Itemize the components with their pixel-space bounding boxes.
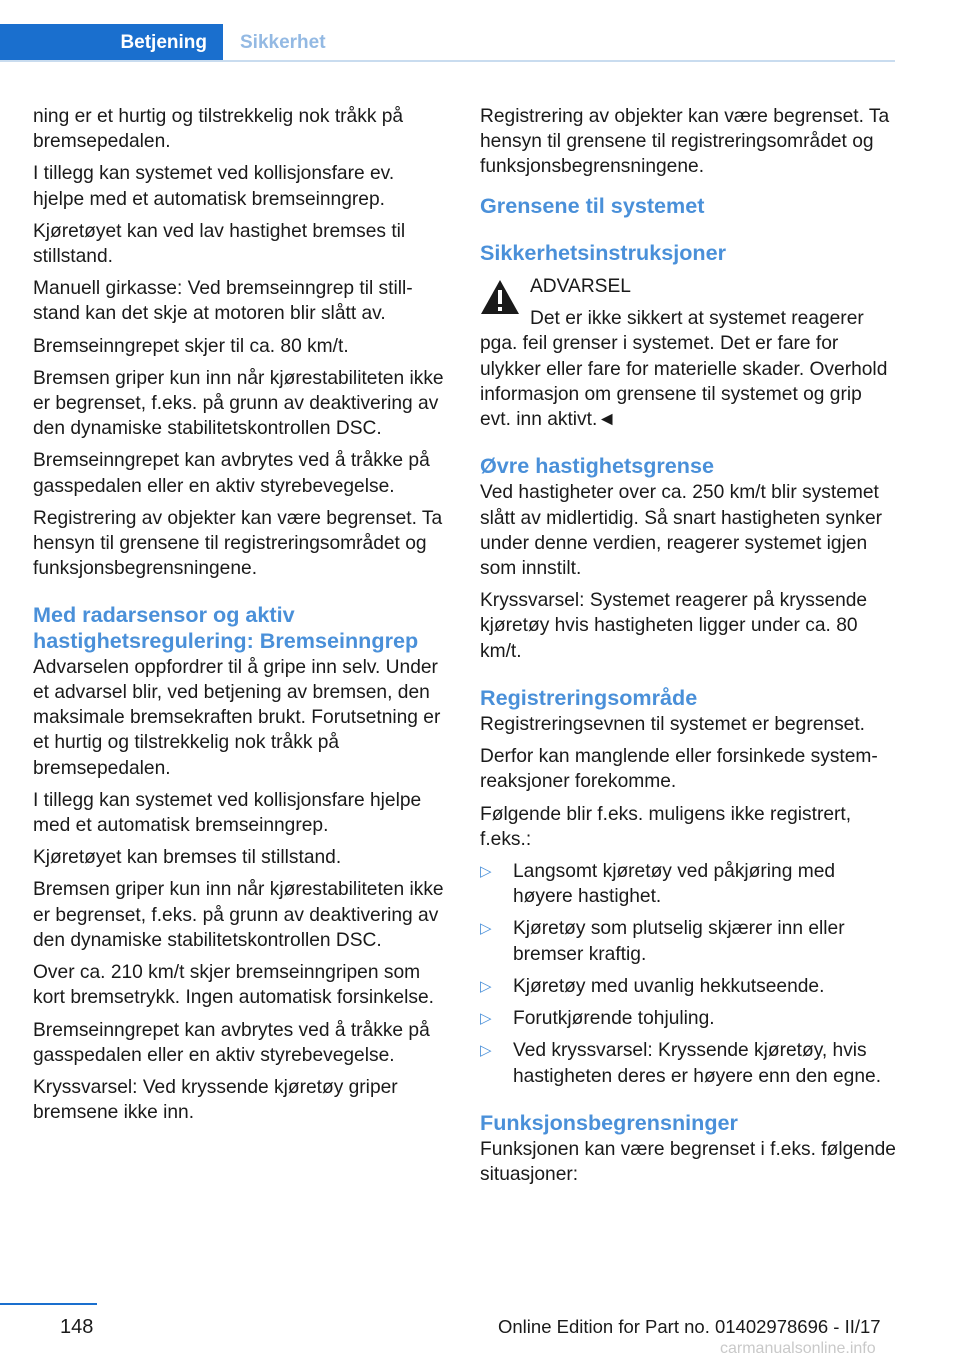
paragraph: Kjøretøyet kan ved lav hastighet bremses til stillstand. bbox=[33, 220, 406, 268]
tab-underline bbox=[0, 60, 895, 62]
paragraph: Registrering av objekter kan være begrenset. Ta hensyn til grensene til registreringsområdet og funksjonsbegrensningene. bbox=[480, 106, 890, 178]
section-heading: Øvre hastighetsgrense bbox=[480, 453, 715, 479]
list-item: ▷ Kjøretøy med uvanlig hekkutseende. bbox=[480, 974, 896, 999]
left-column bbox=[33, 104, 446, 1132]
subsection-heading: Sikkerhetsinstruksjoner bbox=[480, 239, 727, 265]
paragraph: I tillegg kan systemet ved kollisjonsfare hjelpe med et automatisk bremseinngrep. bbox=[33, 789, 422, 837]
paragraph: Kryssvarsel: Systemet reagerer på kryssende kjøretøy hvis hastigheten ligger under ca. 80 km/t. bbox=[480, 590, 868, 662]
triangle-right-icon: ▷ bbox=[480, 977, 492, 995]
warning-text-line: Det er ikke sikkert at systemet reagerer bbox=[530, 308, 864, 330]
paragraph: Ved hastigheter over ca. 250 km/t blir systemet slått av midlertidig. Så snart hastigheten synker under denne verdien, reagerer systemet igjen som innstilt. bbox=[480, 482, 883, 580]
triangle-right-icon: ▷ bbox=[480, 1042, 492, 1060]
paragraph: Bremsen griper kun inn når kjørestabiliteten ikke er begrenset, f.eks. på grunn av deaktivering av den dynamiske stabilitetskontrollen DSC. bbox=[33, 879, 444, 951]
warning-title: ADVARSEL bbox=[530, 276, 631, 298]
section-heading: Med radarsensor og aktiv hastighetsregulering: Bremseinngrep bbox=[33, 602, 419, 653]
section-heading: Funksjonsbegrensninger bbox=[480, 1109, 738, 1135]
bullet-list bbox=[480, 859, 896, 1089]
paragraph: Bremsen griper kun inn når kjørestabiliteten ikke er begrenset, f.eks. på grunn av deaktivering av den dynamiske stabilitetskontrollen DSC. bbox=[33, 367, 444, 440]
page-number: 148 bbox=[60, 1316, 94, 1338]
paragraph: I tillegg kan systemet ved kollisjonsfare ev. hjelpe med et automatisk bremseinngrep. bbox=[33, 163, 395, 210]
paragraph: Bremseinngrepet kan avbrytes ved å tråkke på gasspedalen eller en aktiv styrebevegelse. bbox=[33, 1019, 430, 1066]
paragraph: Registrering av objekter kan være begrenset. Ta hensyn til grensene til registreringsområdet og funksjonsbegrensningene. bbox=[33, 507, 443, 580]
paragraph: Advarselen oppfordrer til å gripe inn selv. Under et advarsel blir, ved betjening av bremsen, den maksimale bremsekraften brukt. Forutsetning er et hurtig og tilstrekkelig nok tråkk på bremsepedalen. bbox=[33, 656, 441, 779]
warning-box bbox=[480, 274, 896, 432]
paragraph: Derfor kan manglende eller forsinkede systemreaksjoner forekomme. bbox=[480, 746, 878, 793]
section-tabs bbox=[0, 24, 895, 62]
footer-rule bbox=[0, 1303, 97, 1305]
list-item: ▷ Ved kryssvarsel: Kryssende kjøretøy, hvis hastigheten deres er høyere enn den egne. bbox=[480, 1040, 882, 1087]
paragraph: ning er et hurtig og tilstrekkelig nok tråkk på bremsepedalen. bbox=[33, 106, 404, 153]
section-heading: Registreringsområde bbox=[480, 684, 698, 710]
warning-text: pga. feil grenser i systemet. Det er fare for ulykker eller fare for materielle skader. Overhold informasjon om grensene til systemet og grip evt. inn aktivt.◄ bbox=[480, 333, 888, 431]
list-item: ▷ Langsomt kjøretøy ved påkjøring med høyere hastighet. bbox=[480, 861, 836, 908]
triangle-right-icon: ▷ bbox=[480, 920, 492, 938]
triangle-right-icon: ▷ bbox=[480, 1010, 492, 1028]
paragraph: Over ca. 210 km/t skjer bremseinngripen som kort bremsetrykk. Ingen automatisk forsinkelse. bbox=[33, 962, 434, 1009]
paragraph: Manuell girkasse: Ved bremseinngrep til stillstand kan det skje at motoren blir slått av. bbox=[33, 278, 413, 325]
tab-betjening[interactable]: Betjening bbox=[0, 24, 223, 62]
paragraph: Kjøretøyet kan bremses til stillstand. bbox=[33, 847, 342, 869]
edition-text: Online Edition for Part no. 01402978696 - II/17 bbox=[498, 1316, 881, 1337]
triangle-right-icon: ▷ bbox=[480, 863, 492, 881]
right-column bbox=[480, 104, 896, 1194]
paragraph: Registreringsevnen til systemet er begrenset. bbox=[480, 714, 865, 736]
paragraph: Kryssvarsel: Ved kryssende kjøretøy griper bremsene ikke inn. bbox=[33, 1076, 398, 1124]
paragraph: Følgende blir f.eks. muligens ikke registrert, f.eks.: bbox=[480, 803, 852, 850]
section-heading: Grensene til systemet bbox=[480, 192, 705, 218]
tab-sikkerhet[interactable]: Sikkerhet bbox=[240, 32, 326, 53]
paragraph: Funksjonen kan være begrenset i f.eks. følgende situasjoner: bbox=[480, 1138, 896, 1186]
paragraph: Bremseinngrepet skjer til ca. 80 km/t. bbox=[33, 335, 349, 357]
paragraph: Bremseinngrepet kan avbrytes ved å tråkke på gasspedalen eller en aktiv styrebevegelse. bbox=[33, 450, 430, 497]
watermark: carmanualsonline.info bbox=[720, 1340, 876, 1357]
list-item: ▷ Kjøretøy som plutselig skjærer inn eller bremser kraftig. bbox=[480, 918, 845, 965]
warning-triangle-icon bbox=[480, 279, 520, 315]
list-item: ▷ Forutkjørende tohjuling. bbox=[480, 1006, 896, 1031]
